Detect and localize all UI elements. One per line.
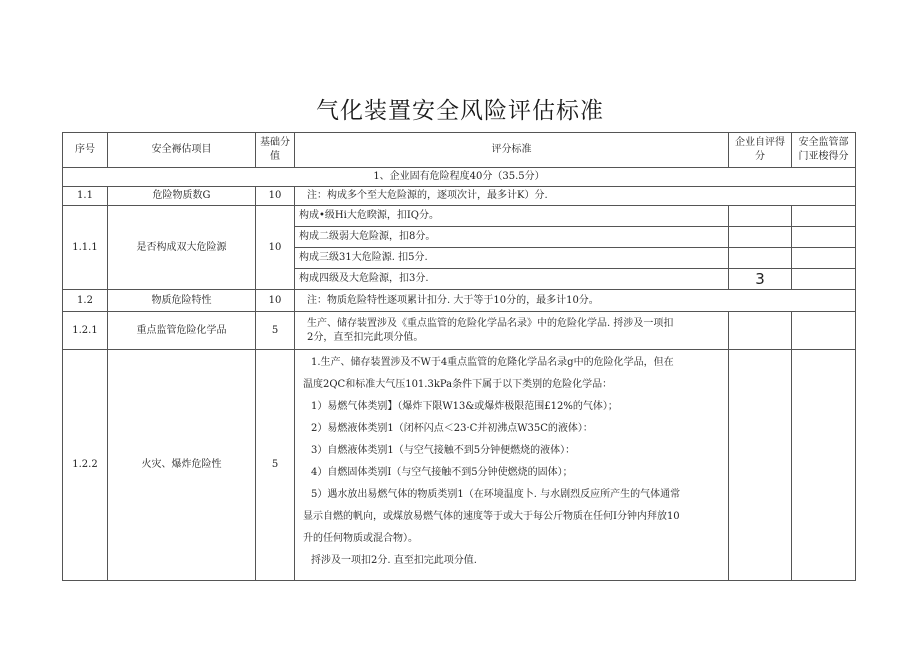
row-criteria: 构成二级弱大危险源，扣8分。 bbox=[295, 227, 729, 248]
row-seq: 1.1 bbox=[63, 187, 108, 206]
supervisor-score-cell bbox=[792, 227, 856, 248]
self-score-cell bbox=[729, 206, 792, 227]
criteria-line: 4）自燃固体类别I（与空气接触不到5分钟使燃烧的固体）； bbox=[311, 467, 573, 478]
criteria-line: 温度2QC和标准大气压101.3kPa条件下属于以下类别的危险化学品： bbox=[303, 379, 613, 390]
row-item: 是否构成双大危险源 bbox=[108, 206, 256, 290]
row-item: 火灾、爆炸危险性 bbox=[108, 350, 256, 581]
row-score: 10 bbox=[256, 187, 295, 206]
row-item: 物质危险特性 bbox=[108, 290, 256, 312]
row-seq: 1.2 bbox=[63, 290, 108, 312]
table-row bbox=[63, 187, 856, 206]
section-title: 1、企业固有危险程度40分（35.5分） bbox=[63, 168, 856, 187]
row-seq: 1.2.2 bbox=[63, 350, 108, 581]
table-row bbox=[63, 206, 856, 227]
self-score-cell bbox=[729, 248, 792, 269]
supervisor-score-cell bbox=[792, 269, 856, 290]
self-score-cell bbox=[729, 312, 792, 350]
supervisor-score-cell bbox=[792, 312, 856, 350]
header-criteria: 评分标准 bbox=[295, 133, 729, 168]
row-criteria: 构成三级31大危险源. 扣5分. bbox=[295, 248, 729, 269]
criteria-line: 1.生产、储存装置涉及不W于4重点监管的危隆化学品名录g中的危险化学品，但在 bbox=[311, 357, 674, 368]
table-row bbox=[63, 350, 856, 581]
row-criteria bbox=[295, 350, 729, 581]
row-score: 5 bbox=[256, 350, 295, 581]
criteria-line: 显示自燃的帆向，或煤放易燃气体的速度等于或大于每公斤物质在任何I分钟内拜放10 bbox=[303, 511, 680, 522]
assessment-table bbox=[62, 132, 856, 581]
row-score: 10 bbox=[256, 290, 295, 312]
header-row bbox=[63, 133, 856, 168]
header-base-score: 基础分值 bbox=[256, 133, 295, 168]
table-row bbox=[63, 312, 856, 350]
supervisor-score-cell bbox=[792, 248, 856, 269]
header-supervisor-score: 安全监管部门亚梭得分 bbox=[792, 133, 856, 168]
header-item: 安全褥估项目 bbox=[108, 133, 256, 168]
row-seq: 1.1.1 bbox=[63, 206, 108, 290]
criteria-line: 升的任何物质或混合物）。 bbox=[303, 533, 418, 544]
supervisor-score-cell bbox=[792, 350, 856, 581]
row-criteria: 注：物质危险特性逐项累计扣分. 大于等于10分的，最多计10分。 bbox=[295, 290, 856, 312]
row-criteria: 注：构成多个至大危险源的，逐项次计，最多计K）分. bbox=[295, 187, 856, 206]
row-score: 10 bbox=[256, 206, 295, 290]
supervisor-score-cell bbox=[792, 206, 856, 227]
table-row bbox=[63, 290, 856, 312]
criteria-line: 捋涉及一项扣2分. 直至扣完此项分值. bbox=[311, 555, 477, 566]
row-seq: 1.2.1 bbox=[63, 312, 108, 350]
document-title: 气化装置安全风险评估标准 bbox=[316, 98, 604, 124]
section-row bbox=[63, 168, 856, 187]
header-self-score: 企业自评得分 bbox=[729, 133, 792, 168]
row-criteria bbox=[295, 312, 729, 350]
row-criteria: 构成•级Hi大危睽源，扣IQ分。 bbox=[295, 206, 729, 227]
criteria-line: 5）遇水放出易燃气体的物质类别1（在环境温度卜. 与水剧烈反应所产生的气体通常 bbox=[311, 489, 681, 500]
criteria-line: 3）自燃液体类别1（与空气接触不到5分钟便燃烧的液体）： bbox=[311, 445, 576, 456]
self-score-cell bbox=[729, 350, 792, 581]
self-score-cell bbox=[729, 227, 792, 248]
self-score-cell: 3 bbox=[729, 269, 792, 290]
row-item: 危险物质数G bbox=[108, 187, 256, 206]
row-criteria: 构成四级及大危险源，扣3分. bbox=[295, 269, 729, 290]
row-score: 5 bbox=[256, 312, 295, 350]
criteria-line: 2）易燃液体类别1（闭杯闪点＜23·C并初沸点W35C的液体）： bbox=[311, 423, 593, 434]
criteria-line: 2分，直至扣完此项分值。 bbox=[307, 331, 424, 343]
criteria-line: 1）易燃气体类别】（爆炸下限W13&或爆炸极限范围£12%的气体）； bbox=[311, 401, 618, 412]
header-seq: 序号 bbox=[63, 133, 108, 168]
row-item: 重点监管危险化学品 bbox=[108, 312, 256, 350]
criteria-line: 生产、储存装置涉及《重点监管的危险化学品名录》中的危险化学品. 捋涉及一项扣 bbox=[307, 317, 674, 329]
